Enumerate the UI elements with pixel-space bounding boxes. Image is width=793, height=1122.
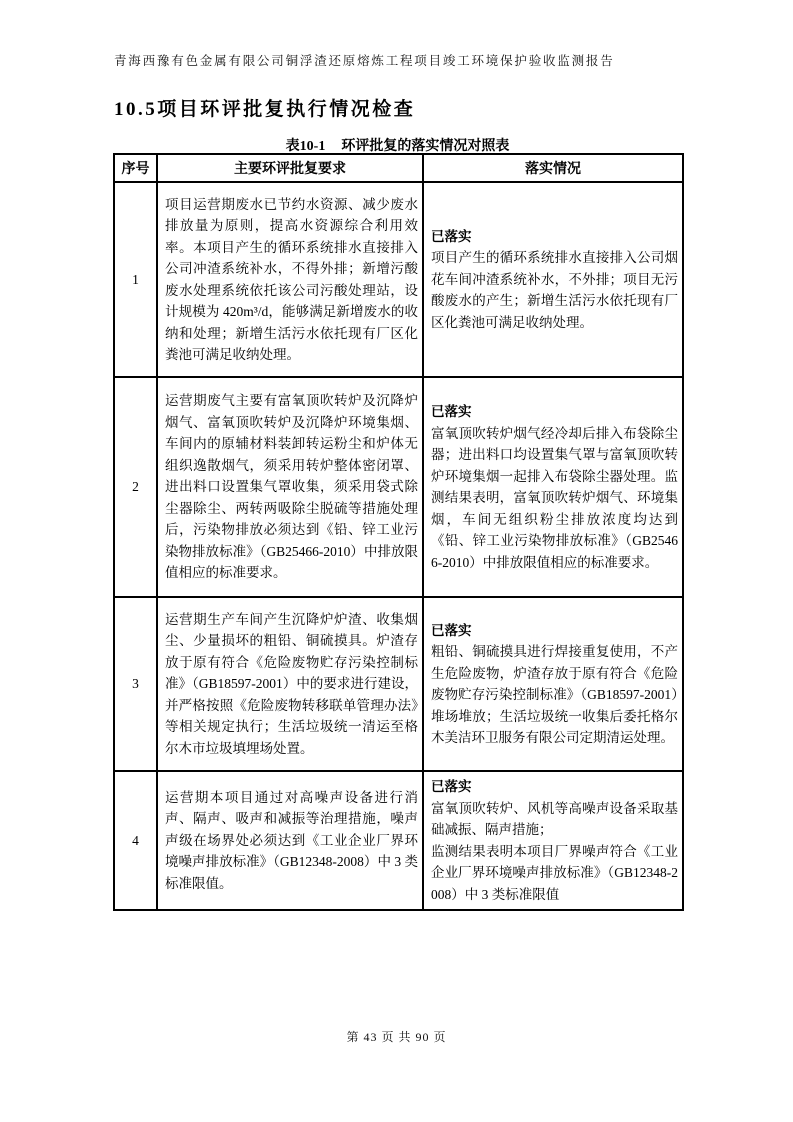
status-cell [423, 597, 683, 771]
status-paragraph: 富氧顶吹转炉、风机等高噪声设备采取基础减振、隔声措施； [431, 800, 678, 837]
status-detail [431, 798, 678, 906]
status-paragraph: 项目产生的循环系统排水直接排入公司烟花车间冲渣系统补水，不外排；项目无污酸废水的产生；新增生活污水依托现有厂区化粪池可满足收纳处理。 [431, 250, 678, 330]
row-number: 4 [114, 771, 157, 910]
row-number: 2 [114, 377, 157, 597]
row-number: 3 [114, 597, 157, 771]
status-detail [431, 247, 678, 333]
status-detail [431, 423, 678, 574]
table-row [114, 377, 683, 597]
requirement-cell: 项目运营期废水已节约水资源、减少废水排放量为原则，提高水资源综合利用效率。本项目产生的循环系统排水直接排入公司冲渣系统补水，不得外排；新增污酸废水处理系统依托该公司污酸处理站，设计规模为 420m³/d，能够满足新增废水的收纳和处理；新增生活污水依托现有厂区化粪池可满足收纳处理。 [157, 182, 423, 377]
col-header-no: 序号 [114, 154, 157, 182]
table-row [114, 771, 683, 910]
compliance-table [113, 153, 684, 911]
status-paragraph: 富氧顶吹转炉烟气经冷却后排入布袋除尘器；进出料口均设置集气罩与富氧顶吹转炉环境集烟一起排入布袋除尘器处理。监测结果表明，富氧顶吹转炉烟气、环境集烟，车间无组织粉尘排放浓度均达到《铅、锌工业污染物排放标准》（GB25466-2010）中排放限值相应的标准要求。 [431, 425, 678, 570]
status-cell [423, 377, 683, 597]
page-number: 第 43 页 共 90 页 [346, 1030, 447, 1044]
status-cell [423, 771, 683, 910]
table-header-row [114, 154, 683, 182]
section-title: 10.5项目环评批复执行情况检查 [114, 99, 416, 120]
col-header-requirement: 主要环评批复要求 [157, 154, 423, 182]
status-label: 已落实 [431, 779, 472, 794]
status-label: 已落实 [431, 622, 472, 638]
requirement-cell: 运营期生产车间产生沉降炉炉渣、收集烟尘、少量损坏的粗铅、铜硫摸具。炉渣存放于原有符合《危险废物贮存污染控制标准》（GB18597-2001）中的要求进行建设，并严格按照《危险废物转移联单管理办法》等相关规定执行；生活垃圾统一清运至格尔木市垃圾填埋场处置。 [157, 597, 423, 771]
table-row [114, 597, 683, 771]
col-header-status: 落实情况 [423, 154, 683, 182]
requirement-cell: 运营期废气主要有富氧顶吹转炉及沉降炉烟气、富氧顶吹转炉及沉降炉环境集烟、车间内的原辅材料装卸转运粉尘和炉体无组织逸散烟气，须采用转炉整体密闭罩、进出料口设置集气罩收集，须采用袋式除尘器除尘、两转两吸除尘脱硫等措施处理后，污染物排放必须达到《铅、锌工业污染物排放标准》（GB25466-2010）中排放限值相应的标准要求。 [157, 377, 423, 597]
table-row [114, 182, 683, 377]
requirement-cell: 运营期本项目通过对高噪声设备进行消声、隔声、吸声和减振等治理措施，噪声声级在场界处必须达到《工业企业厂界环境噪声排放标准》（GB12348-2008）中 3 类标准限值。 [157, 771, 423, 910]
status-label: 已落实 [431, 404, 472, 419]
status-cell [423, 182, 683, 377]
status-detail [431, 641, 678, 749]
row-number: 1 [114, 182, 157, 377]
status-paragraph: 监测结果表明本项目厂界噪声符合《工业企业厂界环境噪声排放标准》（GB12348-2008）中 3 类标准限值 [431, 843, 678, 902]
status-paragraph: 粗铅、铜硫摸具进行焊接重复使用，不产生危险废物，炉渣存放于原有符合《危险废物贮存污染控制标准》（GB18597-2001）堆场堆放；生活垃圾统一收集后委托格尔木美洁环卫服务有限公司定期清运处理。 [431, 644, 678, 745]
table-caption [113, 135, 682, 155]
document-header: 青海西豫有色金属有限公司铜浮渣还原熔炼工程项目竣工环境保护验收监测报告 [114, 54, 615, 68]
table-caption-label: 表10-1 [285, 139, 326, 154]
table-caption-title: 环评批复的落实情况对照表 [341, 139, 510, 154]
status-label: 已落实 [431, 228, 472, 244]
